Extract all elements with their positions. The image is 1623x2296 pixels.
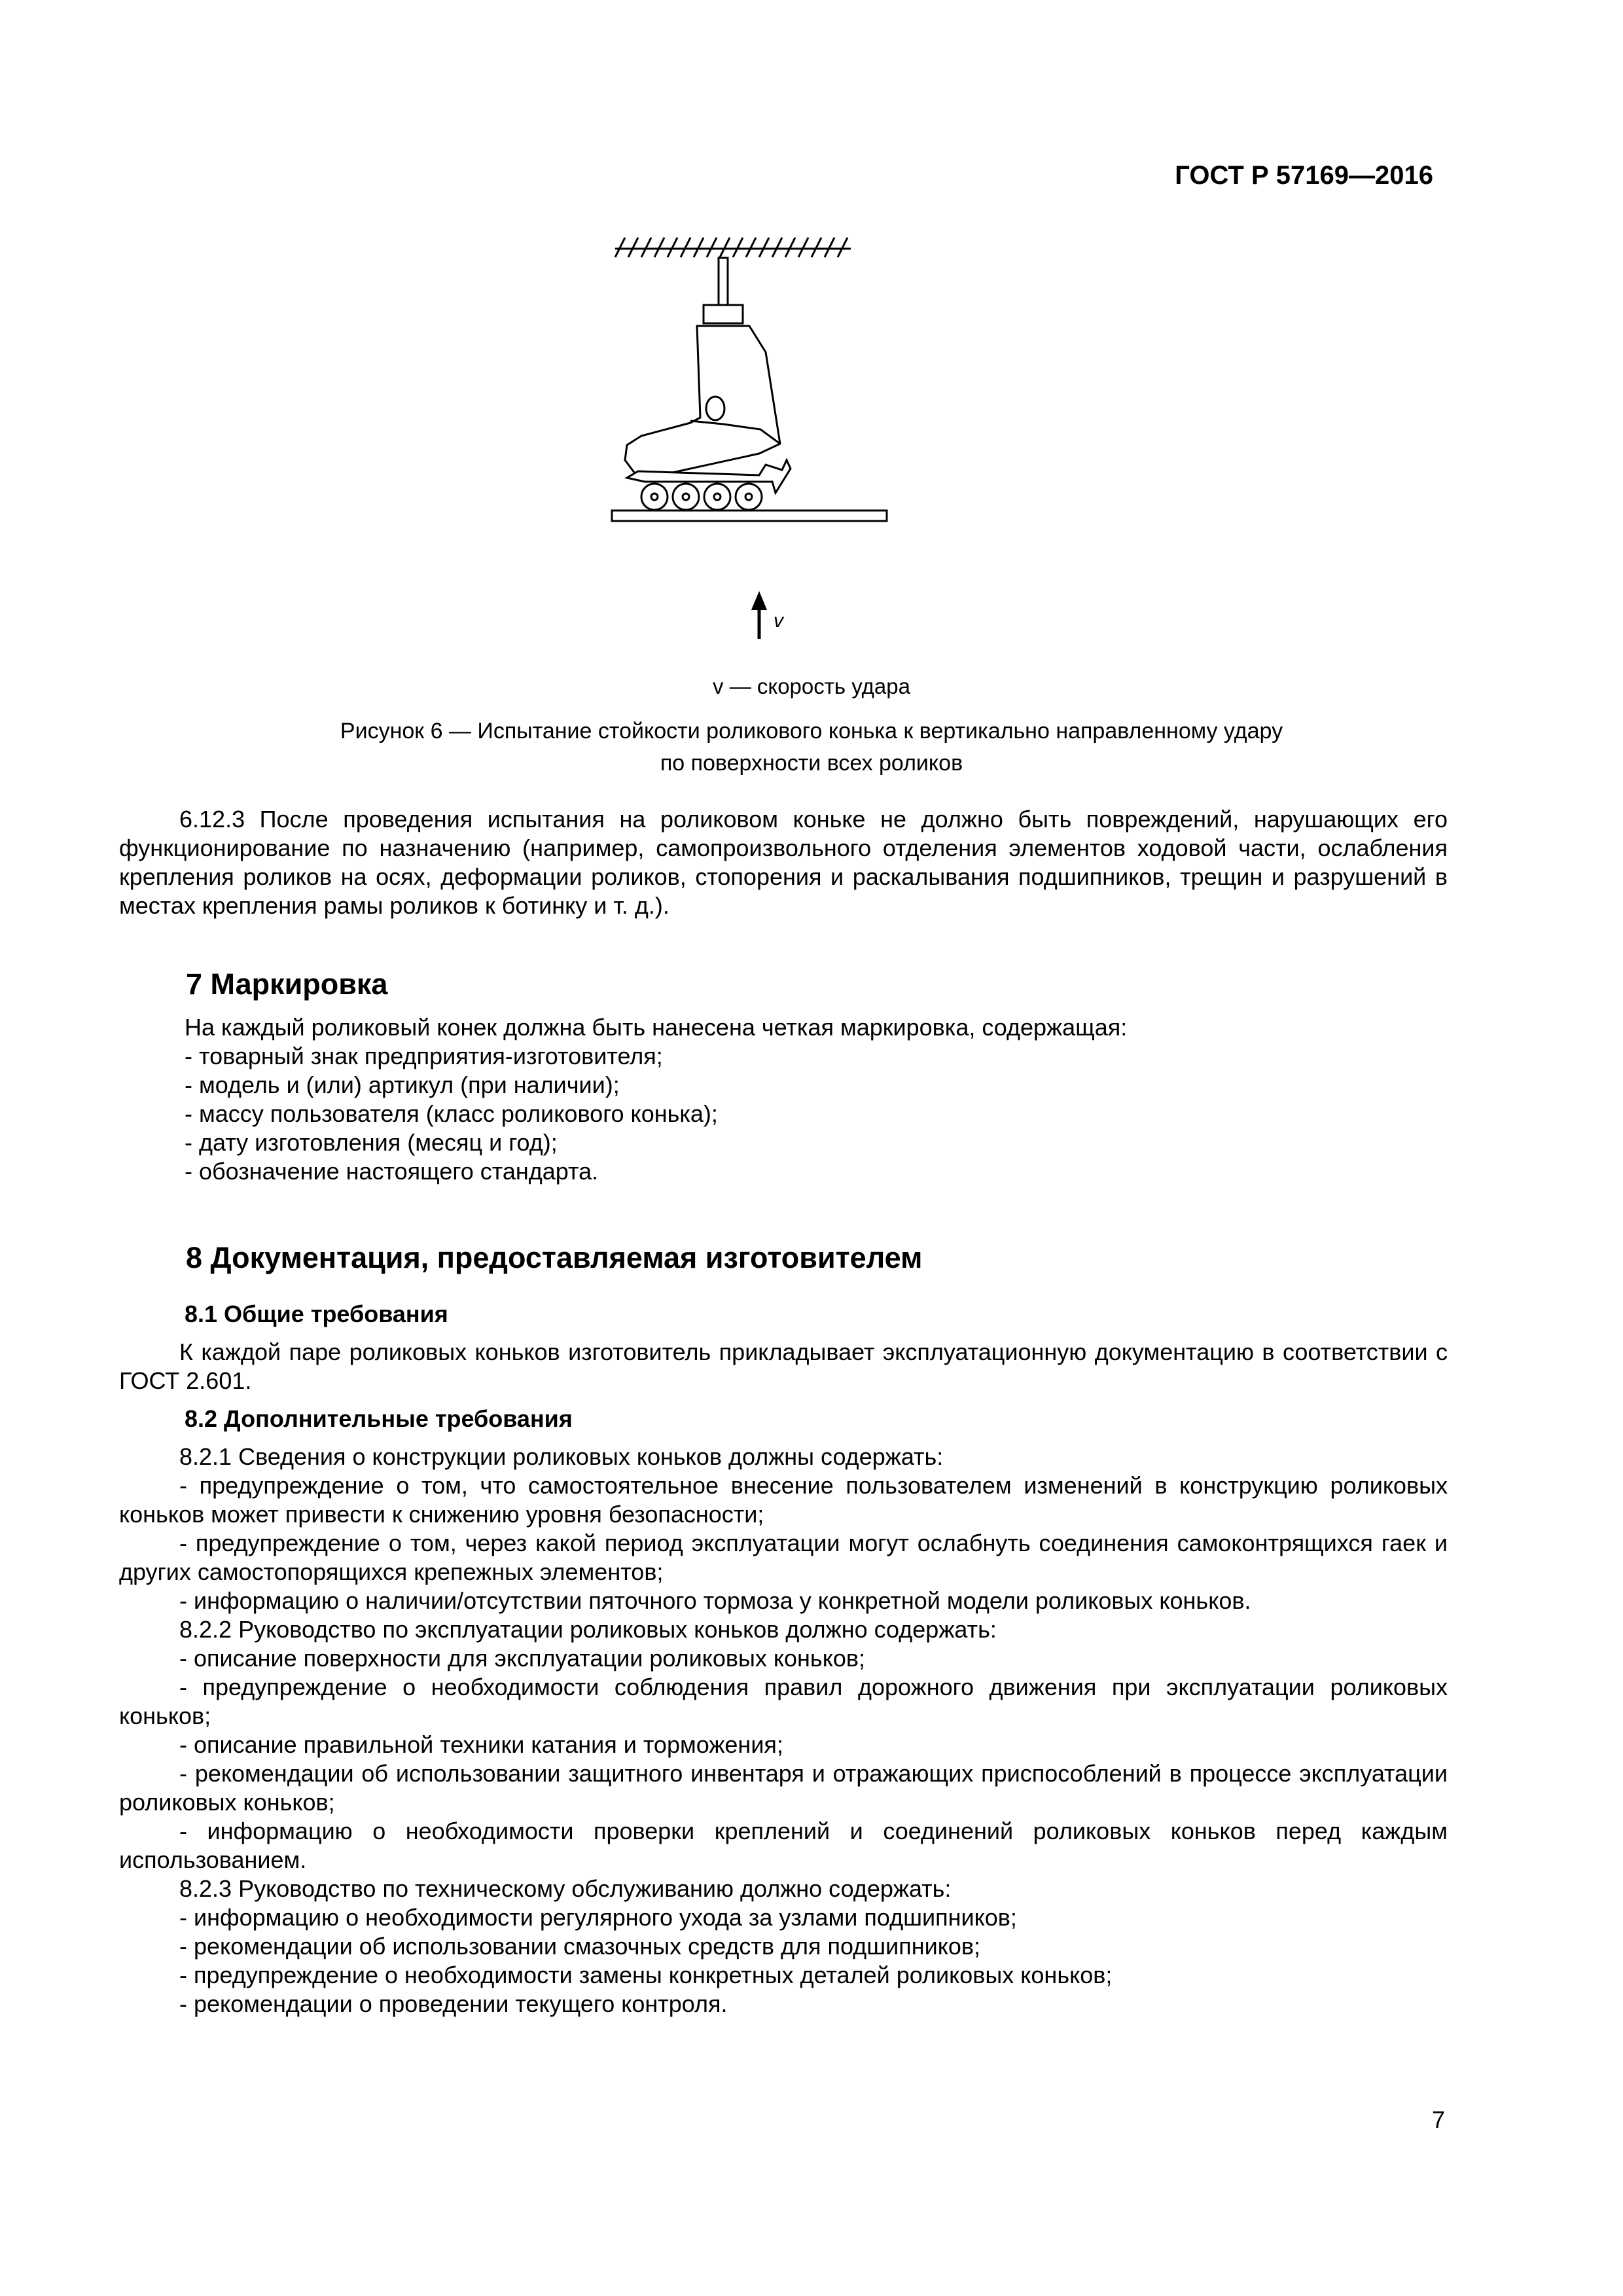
list-item: - предупреждение о том, что самостоятельное внесение пользователем изменений в конструкцию роликовых коньков может привести к снижению уровня безопасности; <box>119 1472 1448 1528</box>
velocity-symbol: v <box>774 610 783 632</box>
list-item: - дату изготовления (месяц и год); <box>185 1129 558 1156</box>
para-8-2-2: 8.2.2 Руководство по эксплуатации роликовых коньков должно содержать: <box>179 1616 997 1643</box>
standard-id: ГОСТ Р 57169—2016 <box>1175 161 1433 190</box>
skate-boot <box>625 326 780 476</box>
ankle-rivet <box>706 397 724 420</box>
ceiling-hatch <box>615 238 851 257</box>
caption-line-1: Рисунок 6 — Испытание стойкости роликового конька к вертикально направленному удару <box>340 719 1283 744</box>
para-8-2-3: 8.2.3 Руководство по техническому обслуживанию должно содержать: <box>179 1875 952 1902</box>
list-item: - рекомендации о проведении текущего контроля. <box>179 1990 728 2017</box>
subsection-8-2-heading: 8.2 Дополнительные требования <box>185 1405 573 1432</box>
list-item: - модель и (или) артикул (при наличии); <box>185 1071 620 1098</box>
section-7-heading: 7 Маркировка <box>186 967 388 1001</box>
figure-legend: v — скорость удара <box>713 674 910 698</box>
list-item: - информацию о необходимости регулярного ухода за узлами подшипников; <box>179 1904 1017 1931</box>
list-item: - массу пользователя (класс роликового конька); <box>185 1100 718 1127</box>
list-item: - рекомендации об использовании защитного инвентаря и отражающих приспособлений в процессе эксплуатации роликовых коньков; <box>119 1760 1448 1816</box>
figure-caption <box>196 715 1427 780</box>
hanging-rod <box>719 258 728 306</box>
clamp <box>704 305 743 323</box>
list-item: - предупреждение о необходимости замены конкретных деталей роликовых коньков; <box>179 1962 1113 1988</box>
list-item: - информацию о необходимости проверки креплений и соединений роликовых коньков перед каждым использованием. <box>119 1818 1448 1873</box>
para-8-2-1: 8.2.1 Сведения о конструкции роликовых коньков должны содержать: <box>179 1443 944 1470</box>
subsection-8-1-text: К каждой паре роликовых коньков изготовитель прикладывает эксплуатационную документацию в соответствии с ГОСТ 2.601. <box>119 1338 1448 1394</box>
list-item: - описание правильной техники катания и торможения; <box>179 1731 783 1758</box>
list-item: - рекомендации об использовании смазочных средств для подшипников; <box>179 1933 981 1960</box>
skate-impact-figure <box>609 234 910 666</box>
para-6-12-3: 6.12.3 После проведения испытания на роликовом коньке не должно быть повреждений, нарушающих его функционирование по назначению (например, самопроизвольного отделения элементов ходовой части, ослабления крепления роликов на осях, деформации роликов, стопорения и раскалывания подшипников, трещин и разрушений в местах крепления рамы роликов к ботинку и т. д.). <box>119 806 1448 919</box>
section-8-body <box>119 1300 1448 2018</box>
velocity-arrow <box>751 591 767 639</box>
list-item: - предупреждение о том, через какой период эксплуатации могут ослабнуть соединения самоконтрящихся гаек и других самостопорящихся крепежных элементов; <box>119 1530 1448 1585</box>
section-8-heading: 8 Документация, предоставляемая изготовителем <box>186 1241 923 1274</box>
page-number: 7 <box>1431 2106 1445 2133</box>
list-item: - информацию о наличии/отсутствии пяточного тормоза у конкретной модели роликовых коньков. <box>179 1587 1251 1614</box>
section-7-intro: На каждый роликовый конек должна быть нанесена четкая маркировка, содержащая: <box>185 1014 1128 1041</box>
impact-plate <box>612 511 887 521</box>
list-item: - предупреждение о необходимости соблюдения правил дорожного движения при эксплуатации роликовых коньков; <box>119 1674 1448 1729</box>
list-item: - обозначение настоящего стандарта. <box>185 1158 599 1185</box>
subsection-8-1-heading: 8.1 Общие требования <box>185 1300 448 1327</box>
section-7-body <box>119 1013 1448 1186</box>
wheels <box>641 484 762 510</box>
caption-line-2: по поверхности всех роликов <box>660 751 963 776</box>
para-6-12-3-block <box>119 805 1448 920</box>
list-item: - описание поверхности для эксплуатации роликовых коньков; <box>179 1645 865 1672</box>
list-item: - товарный знак предприятия-изготовителя; <box>185 1043 663 1069</box>
